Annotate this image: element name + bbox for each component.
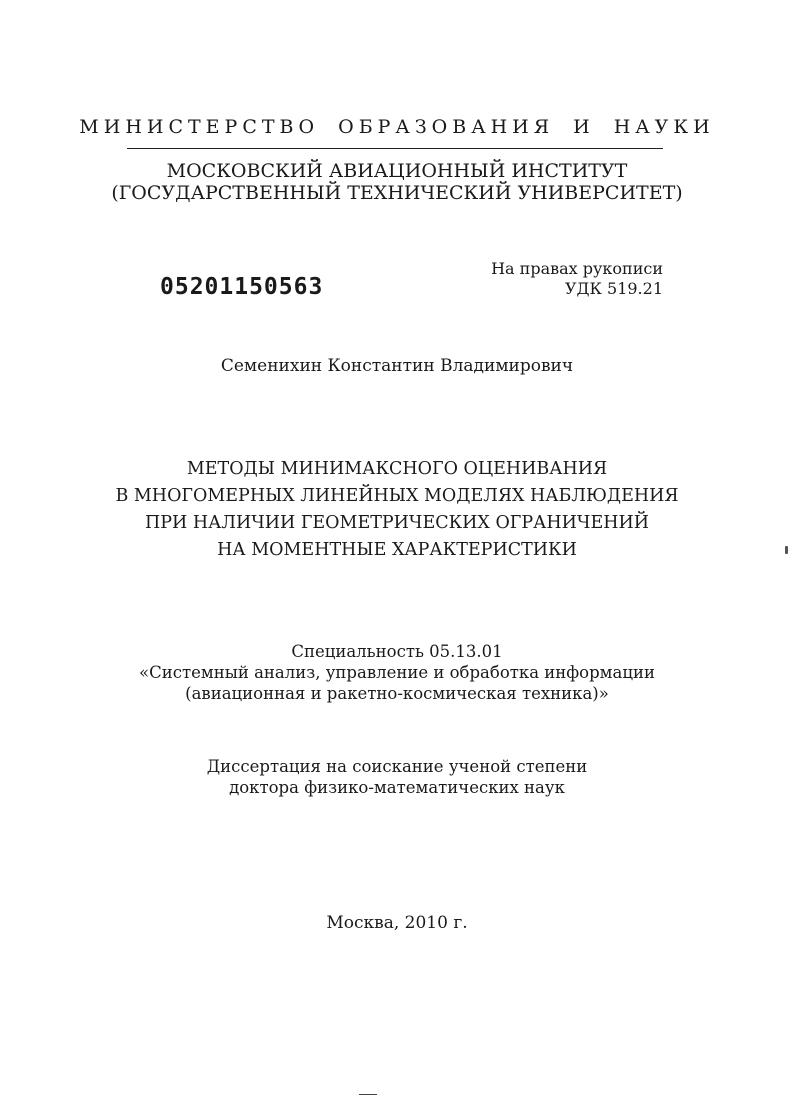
- degree-line: Диссертация на соискание ученой степени: [206, 757, 588, 776]
- title-line: В МНОГОМЕРНЫХ ЛИНЕЙНЫХ МОДЕЛЯХ НАБЛЮДЕНИЯ: [115, 486, 679, 506]
- manuscript-rights-block: [491, 259, 663, 299]
- degree-line: доктора физико-математических наук: [229, 778, 565, 797]
- degree-block: [0, 756, 794, 798]
- page-bottom-mark: [359, 1094, 377, 1095]
- institute-name: МОСКОВСКИЙ АВИАЦИОННЫЙ ИНСТИТУТ: [166, 160, 628, 182]
- specialty-branch: (авиационная и ракетно-космическая техника)»: [185, 684, 609, 703]
- institute-subtitle: (ГОСУДАРСТВЕННЫЙ ТЕХНИЧЕСКИЙ УНИВЕРСИТЕТ): [111, 182, 683, 204]
- specialty-block: [0, 641, 794, 704]
- specialty-name: «Системный анализ, управление и обработка информации: [139, 663, 655, 682]
- title-line: НА МОМЕНТНЫЕ ХАРАКТЕРИСТИКИ: [217, 540, 577, 560]
- author-name: Семенихин Константин Владимирович: [220, 356, 574, 376]
- ministry-heading: МИНИСТЕРСТВО ОБРАЗОВАНИЯ И НАУКИ: [79, 116, 715, 138]
- manuscript-rights: На правах рукописи: [491, 259, 663, 278]
- header-divider: [127, 148, 663, 149]
- scan-speck: [785, 546, 788, 554]
- place-and-year: Москва, 2010 г.: [326, 913, 468, 933]
- dissertation-title: [0, 456, 794, 564]
- catalog-stamp-number: 05201150563: [160, 274, 324, 300]
- udc-code: УДК 519.21: [564, 279, 663, 298]
- title-line: ПРИ НАЛИЧИИ ГЕОМЕТРИЧЕСКИХ ОГРАНИЧЕНИЙ: [144, 513, 650, 533]
- specialty-code: Специальность 05.13.01: [291, 642, 503, 661]
- title-line: МЕТОДЫ МИНИМАКСНОГО ОЦЕНИВАНИЯ: [186, 459, 608, 479]
